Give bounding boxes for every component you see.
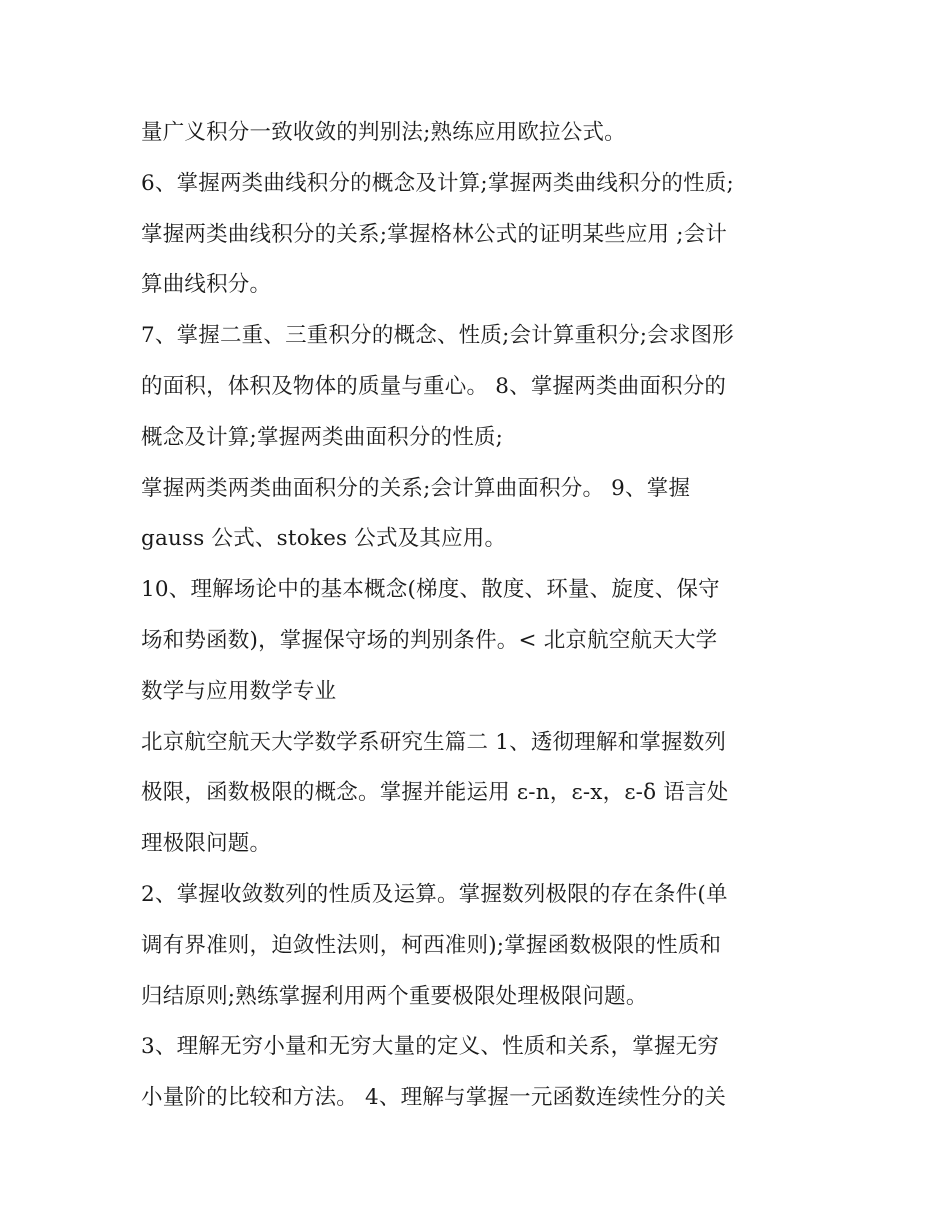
text-line: 理极限问题。 (141, 831, 272, 857)
text-line: 7、掌握二重、三重积分的概念、性质;会计算重积分;会求图形 (141, 323, 734, 349)
text-line: 归结原则;熟练掌握利用两个重要极限处理极限问题。 (141, 983, 648, 1009)
text-line: 数学与应用数学专业 (141, 678, 337, 704)
text-line: 掌握两类曲线积分的关系;掌握格林公式的证明某些应用 ;会计 (141, 221, 728, 247)
text-line: 概念及计算;掌握两类曲面积分的性质; (141, 424, 504, 450)
text-line: 量广义积分一致收敛的判别法;熟练应用欧拉公式。 (141, 120, 626, 145)
text-line: 小量阶的比较和方法。 4、理解与掌握一元函数连续性分的关 (141, 1085, 727, 1111)
text-line: 调有界准则，迫敛性法则，柯西准则);掌握函数极限的性质和 (141, 932, 722, 958)
text-line: 2、掌握收敛数列的性质及运算。掌握数列极限的存在条件(单 (141, 881, 728, 907)
text-line: 10、理解场论中的基本概念(梯度、散度、环量、旋度、保守 (141, 577, 720, 603)
text-line: gauss 公式、stokes 公式及其应用。 (141, 526, 507, 552)
body-text (141, 108, 831, 1124)
text-line: 掌握两类两类曲面积分的关系;会计算曲面积分。 9、掌握 (141, 475, 691, 501)
text-line: 6、掌握两类曲线积分的概念及计算;掌握两类曲线积分的性质; (141, 170, 734, 196)
text-line: 的面积，体积及物体的质量与重心。 8、掌握两类曲面积分的 (141, 373, 727, 399)
text-line: 极限，函数极限的概念。掌握并能运用 ε-n，ε-x，ε-δ 语言处 (141, 780, 729, 806)
text-line: 算曲线积分。 (141, 272, 272, 298)
text-line: 场和势函数)，掌握保守场的判别条件。< 北京航空航天大学 (141, 627, 718, 653)
text-line: 北京航空航天大学数学系研究生篇二 1、透彻理解和掌握数列 (141, 729, 727, 755)
text-line: 3、理解无穷小量和无穷大量的定义、性质和关系，掌握无穷 (141, 1034, 720, 1060)
